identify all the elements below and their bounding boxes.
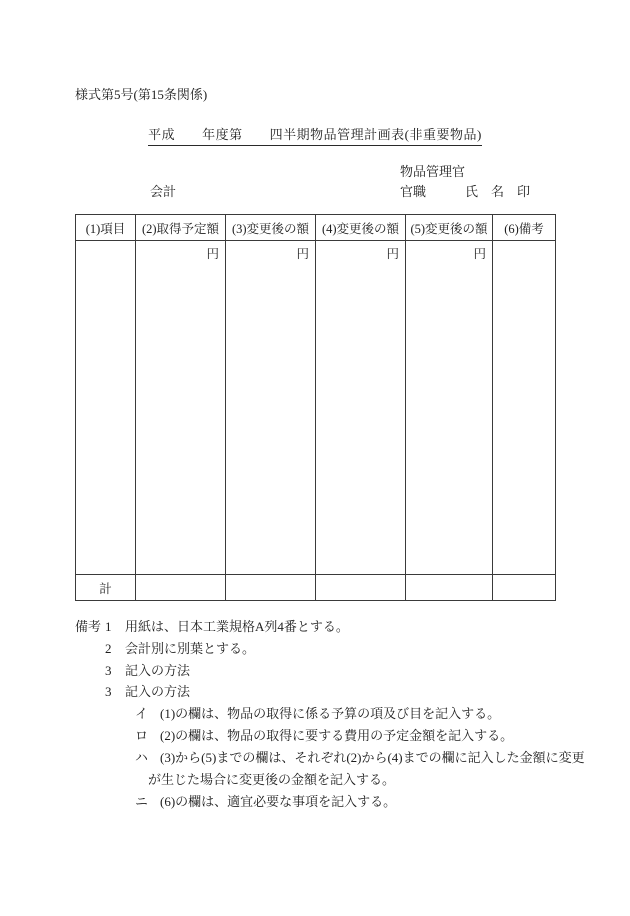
note-text: が生じた場合に変更後の金額を記入する。 xyxy=(148,771,396,787)
note-line xyxy=(75,769,575,791)
note-number: ハ xyxy=(135,749,149,765)
note-number: 1 xyxy=(105,619,112,634)
empty-cell xyxy=(76,241,136,575)
note-line xyxy=(75,725,575,747)
column-header: (4)変更後の額 xyxy=(316,215,406,241)
amount-cell: 円 xyxy=(226,241,316,575)
column-header: (6)備考 xyxy=(493,215,556,241)
note-text: (6)の欄は、適宜必要な事項を記入する。 xyxy=(160,793,397,809)
empty-cell xyxy=(493,241,556,575)
plan-table xyxy=(75,214,556,601)
total-empty-cell xyxy=(493,575,556,601)
note-text: (3)から(5)までの欄は、それぞれ(2)から(4)までの欄に記入した金額に変更 xyxy=(160,749,585,765)
amount-cell: 円 xyxy=(406,241,493,575)
note-text: 会計別に別葉とする。 xyxy=(125,640,256,656)
officer-title: 物品管理官 xyxy=(400,164,466,179)
total-label-cell: 計 xyxy=(76,575,136,601)
column-header: (1)項目 xyxy=(76,215,136,241)
note-number: 3 xyxy=(105,684,112,700)
note-number: イ xyxy=(135,706,149,722)
column-header: (5)変更後の額 xyxy=(406,215,493,241)
total-empty-cell xyxy=(136,575,226,601)
plan-table-header xyxy=(76,215,556,241)
column-header: (3)変更後の額 xyxy=(226,215,316,241)
total-empty-cell xyxy=(406,575,493,601)
total-empty-cell xyxy=(316,575,406,601)
note-line xyxy=(75,681,575,703)
notes-section xyxy=(75,616,585,812)
column-header: (2)取得予定額 xyxy=(136,215,226,241)
note-number: 2 xyxy=(105,640,112,656)
note-text: (2)の欄は、物品の取得に要する費用の予定金額を記入する。 xyxy=(160,728,514,744)
note-text: 記入の方法 xyxy=(125,662,191,678)
note-line xyxy=(75,638,575,660)
note-text: (1)の欄は、物品の取得に係る予算の項及び目を記入する。 xyxy=(160,706,501,722)
officer-signature-line: 官職 氏 名 印 xyxy=(400,184,531,199)
note-line xyxy=(75,660,575,682)
note-line xyxy=(75,616,575,638)
note-line xyxy=(75,703,575,725)
note-line xyxy=(75,791,575,813)
note-text: 記入の方法 xyxy=(125,684,191,700)
plan-table-body xyxy=(76,241,556,601)
notes-label: 備考 xyxy=(75,619,102,634)
form-number: 様式第5号(第15条関係) xyxy=(75,87,208,102)
note-number: ニ xyxy=(135,793,149,809)
amount-cell: 円 xyxy=(136,241,226,575)
note-number: 3 xyxy=(105,662,112,678)
title-row xyxy=(0,124,630,146)
note-text: 用紙は、日本工業規格A列4番とする。 xyxy=(125,619,349,634)
note-number: ロ xyxy=(135,728,149,744)
total-empty-cell xyxy=(226,575,316,601)
note-line xyxy=(75,747,585,769)
form-title: 平成 年度第 四半期物品管理計画表(非重要物品) xyxy=(148,124,482,146)
amount-cell: 円 xyxy=(316,241,406,575)
account-label: 会計 xyxy=(150,184,177,199)
